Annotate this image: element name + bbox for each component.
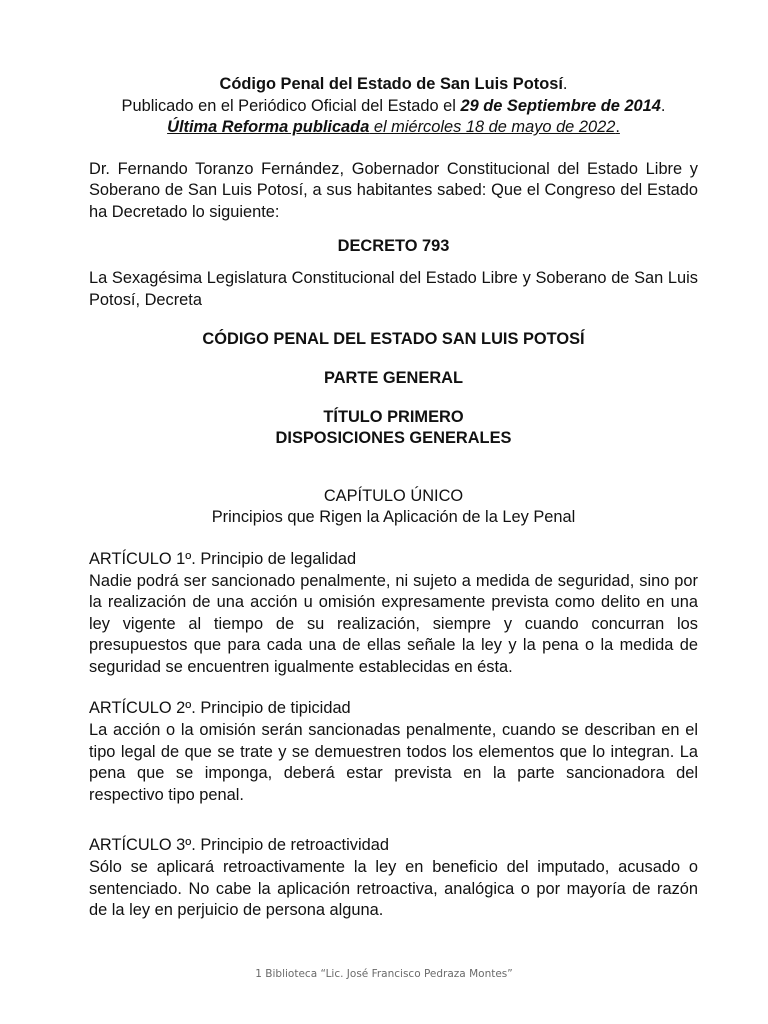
article-heading: ARTÍCULO 3º. Principio de retroactividad bbox=[89, 836, 389, 855]
chapter-subtitle: Principios que Rigen la Aplicación de la Ley Penal bbox=[211, 508, 576, 527]
header-title-end: . bbox=[562, 75, 568, 93]
header-reform-label: Última Reforma publicada bbox=[167, 118, 370, 137]
title-name: DISPOSICIONES GENERALES bbox=[275, 429, 512, 448]
header-reform-line bbox=[89, 117, 698, 139]
legislature-paragraph: La Sexagésima Legislatura Constitucional del Estado Libre y Soberano de San Luis Potosí, Decreta bbox=[89, 269, 698, 309]
document-header bbox=[89, 74, 698, 139]
header-reform-date: el miércoles 18 de mayo de 2022 bbox=[369, 118, 616, 137]
header-published-end: . bbox=[660, 96, 666, 115]
header-title-line bbox=[89, 74, 698, 96]
header-published-date: 29 de Septiembre de 2014 bbox=[460, 96, 661, 115]
title-heading bbox=[89, 407, 698, 450]
intro-paragraph: Dr. Fernando Toranzo Fernández, Gobernador Constitucional del Estado Libre y Soberano de San Luis Potosí, a sus habitantes sabed: Que el Congreso del Estado ha Decretado lo siguiente: bbox=[89, 159, 698, 221]
article-1 bbox=[89, 549, 698, 679]
article-heading: ARTÍCULO 1º. Principio de legalidad bbox=[89, 549, 357, 568]
article-heading: ARTÍCULO 2º. Principio de tipicidad bbox=[89, 699, 351, 718]
page-footer: 1 Biblioteca “Lic. José Francisco Pedraza Montes” bbox=[255, 968, 513, 980]
part-heading: PARTE GENERAL bbox=[323, 368, 464, 387]
article-2 bbox=[89, 698, 698, 806]
header-published-prefix: Publicado en el Periódico Oficial del Estado el bbox=[121, 96, 461, 115]
document-page bbox=[89, 68, 698, 922]
header-title: Código Penal del Estado de San Luis Potosí bbox=[219, 75, 563, 93]
title-number: TÍTULO PRIMERO bbox=[323, 407, 464, 426]
header-reform-end: . bbox=[615, 118, 620, 137]
article-body: Nadie podrá ser sancionado penalmente, ni sujeto a medida de seguridad, sino por la realización de una acción u omisión expresamente prevista como delito en una ley vigente al tiempo de su realización, siempre y cuando concurran los presupuestos que para cada una de ellas señale la ley y la pena o la medida de seguridad se encuentren igualmente establecidas en ésta. bbox=[89, 571, 698, 676]
article-3 bbox=[89, 835, 698, 921]
article-body: La acción o la omisión serán sancionadas penalmente, cuando se describan en el tipo legal de que se trate y se demuestren todos los elementos que lo integran. La pena que se imponga, deberá estar prevista en la parte sancionadora del respectivo tipo penal. bbox=[89, 721, 698, 804]
article-body: Sólo se aplicará retroactivamente la ley en beneficio del imputado, acusado o sentenciado. No cabe la aplicación retroactiva, analógica o por mayoría de razón de la ley en perjuicio de persona alguna. bbox=[89, 858, 698, 920]
decree-number: DECRETO 793 bbox=[337, 236, 450, 255]
chapter-title: CAPÍTULO ÚNICO bbox=[323, 486, 464, 505]
code-title: CÓDIGO PENAL DEL ESTADO SAN LUIS POTOSÍ bbox=[202, 330, 585, 349]
header-published-line bbox=[89, 96, 698, 118]
chapter-heading bbox=[89, 486, 698, 529]
